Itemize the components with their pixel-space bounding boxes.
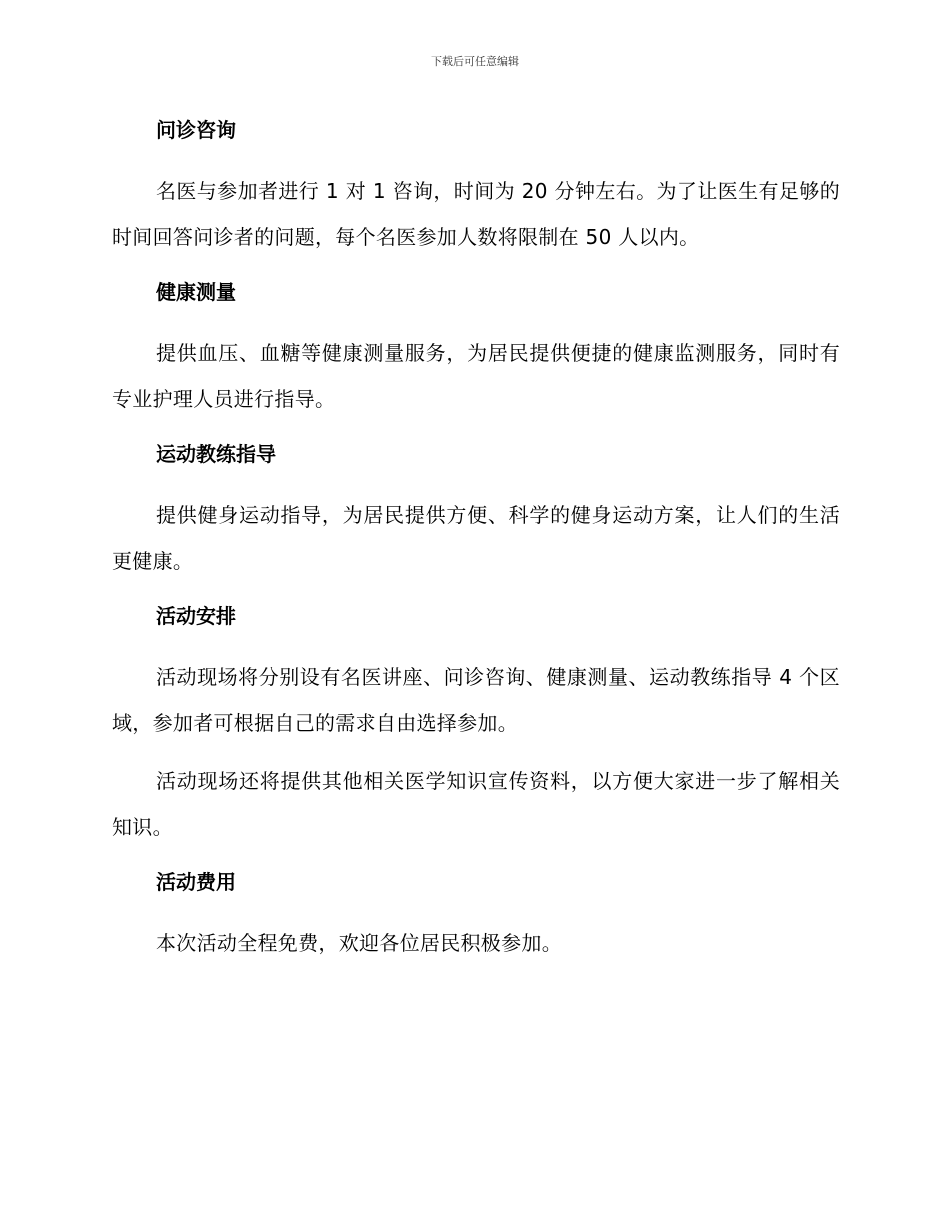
paragraph: 名医与参加者进行 1 对 1 咨询，时间为 20 分钟左右。为了让医生有足够的时间回答问诊者的问题，每个名医参加人数将限制在 50 人以内。 bbox=[112, 179, 840, 249]
paragraph: 活动现场将分别设有名医讲座、问诊咨询、健康测量、运动教练指导 4 个区域，参加者可根据自己的需求自由选择参加。 bbox=[112, 665, 840, 735]
section-schedule bbox=[112, 596, 840, 850]
paragraph: 本次活动全程免费，欢迎各位居民积极参加。 bbox=[156, 931, 562, 955]
section-heading: 活动费用 bbox=[156, 870, 236, 894]
section-consultation bbox=[112, 110, 840, 260]
section-heading: 问诊咨询 bbox=[156, 118, 236, 142]
paragraph: 提供健身运动指导，为居民提供方便、科学的健身运动方案，让人们的生活更健康。 bbox=[112, 503, 840, 573]
section-heading: 活动安排 bbox=[156, 604, 236, 628]
paragraph: 活动现场还将提供其他相关医学知识宣传资料，以方便大家进一步了解相关知识。 bbox=[112, 769, 840, 839]
section-fees bbox=[112, 862, 840, 966]
section-heading: 健康测量 bbox=[156, 280, 236, 304]
paragraph: 提供血压、血糖等健康测量服务，为居民提供便捷的健康监测服务，同时有专业护理人员进行指导。 bbox=[112, 341, 840, 411]
document-body bbox=[112, 110, 840, 978]
section-health-measurement bbox=[112, 272, 840, 422]
section-heading: 运动教练指导 bbox=[156, 442, 276, 466]
page-header: 下载后可任意编辑 bbox=[431, 55, 519, 68]
section-fitness-coaching bbox=[112, 434, 840, 584]
